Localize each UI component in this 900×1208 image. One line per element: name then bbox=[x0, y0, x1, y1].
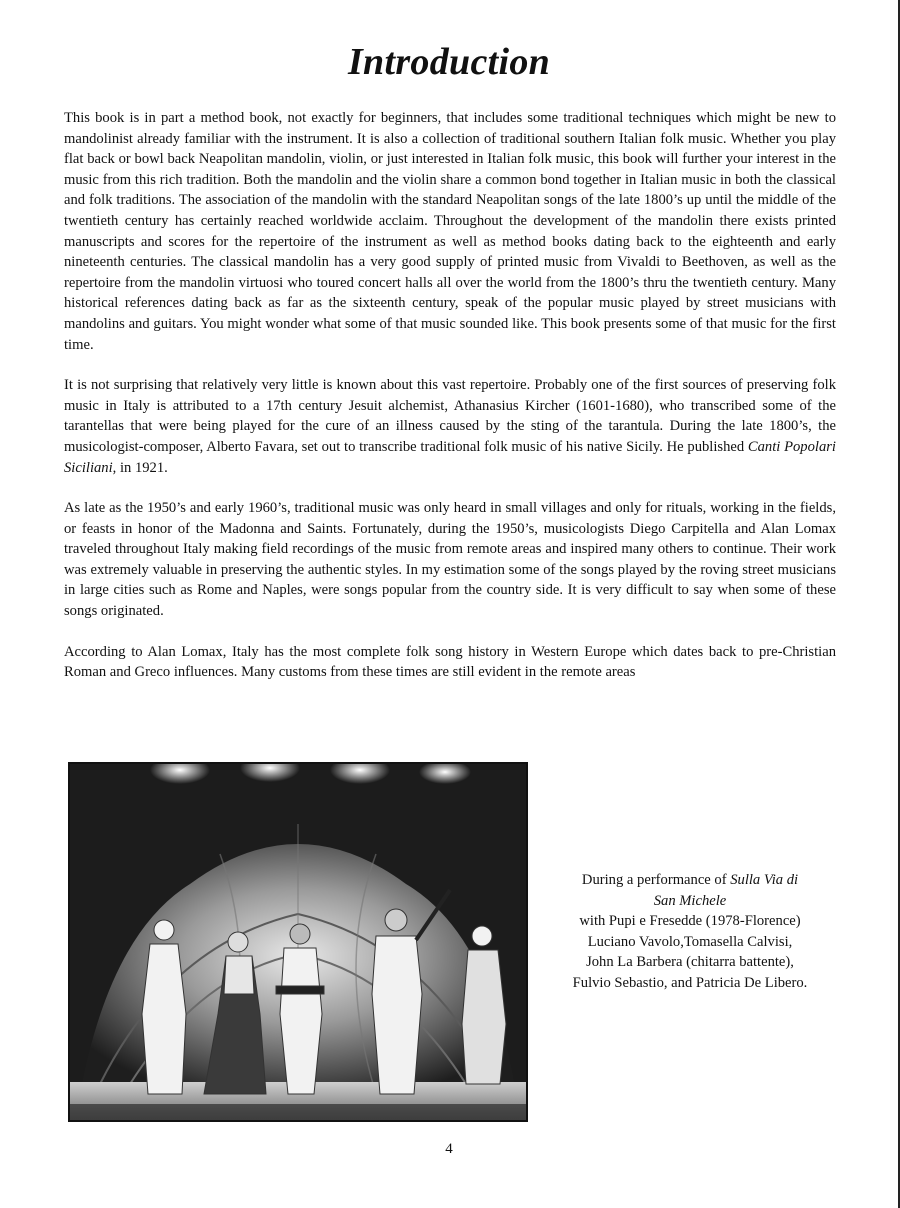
caption-title-line-2: San Michele bbox=[653, 892, 727, 909]
performance-photo bbox=[68, 762, 528, 1122]
paragraph-4: According to Alan Lomax, Italy has the most complete folk song history in Western Europe which dates back to pre-Christian Roman and Greco influences. Many customs from these times are still evident in the remote areas bbox=[64, 643, 836, 681]
paragraph-2-text-after: , in 1921. bbox=[112, 459, 168, 476]
paragraph-1: This book is in part a method book, not exactly for beginners, that includes some traditional techniques which might be new to mandolinist already familiar with the instrument. It is also a collection of traditional southern Italian folk music. Whether you play flat back or bowl back Neapolitan mandolin, violin, or just interested in Italian folk music, this book will further your interest in the music from this rich tradition. Both the mandolin and the violin share a common bond together in Italian music in both the classical and folk traditions. The association of the mandolin with the standard Neapolitan songs of the late 1800’s up until the middle of the twentieth century has certainly reached worldwide acclaim. Throughout the development of the mandolin there exists printed manuscripts and scores for the repertoire of the instrument as well as method books dating back to the eighteenth and early nineteenth centuries. The classical mandolin has a very good supply of printed music from Vivaldi to Beethoven, as well as the repertoire from the mandolin virtuosi who toured concert halls all over the world from the 1800’s thru the twentieth century. Many historical references dating back as far as the sixteenth century, speak of the popular music played by street musicians with mandolins and guitars. You might wonder what some of that music sounded like. This book presents some of that music for the first time. bbox=[64, 110, 836, 353]
caption-line-4: Luciano Vavolo,Tomasella Calvisi, bbox=[587, 933, 793, 950]
paragraph-2 bbox=[64, 375, 836, 478]
body-text bbox=[64, 108, 836, 703]
caption-prefix: During a performance of bbox=[581, 872, 731, 888]
caption-line-5: John La Barbera (chitarra battente), bbox=[586, 954, 794, 971]
page-number: 4 bbox=[445, 1141, 453, 1157]
caption-line-1 bbox=[540, 870, 840, 891]
photo-caption bbox=[540, 870, 840, 994]
paragraph-2-text-before: It is not surprising that relatively very little is known about this vast repertoire. Probably one of the first sources of preserving folk music in Italy is attributed to a 17th century Jesuit alchemist, Athanasius Kircher (1601-1680), who transcribed some of the tarantellas that were being played for the cure of an illness caused by the sting of the tarantula. During the late 1800’s, the musicologist-composer, Alberto Favara, set out to transcribe traditional folk music of his native Sicily. He published bbox=[64, 377, 836, 455]
paragraph-3: As late as the 1950’s and early 1960’s, traditional music was only heard in small villages and only for rituals, working in the fields, or feasts in honor of the Madonna and Saints. Fortunately, during the 1950’s, musicologists Diego Carpitella and Alan Lomax traveled throughout Italy making field recordings of the music from remote areas and inspired many others to continue. Their work was extremely valuable in preserving the authentic styles. In my estimation some of the songs played by the roving street musicians in large cities such as Rome and Naples, were songs popular from the country side. It is very difficult to say when some of these songs originated. bbox=[64, 500, 836, 620]
caption-title-line-1: Sulla Via di bbox=[730, 872, 799, 888]
caption-line-6: Fulvio Sebastio, and Patricia De Libero. bbox=[572, 974, 808, 991]
page-title: Introduction bbox=[347, 41, 551, 83]
caption-line-3: with Pupi e Fresedde (1978-Florence) bbox=[579, 913, 801, 930]
book-title-emphasis: Canti Popolari Siciliani bbox=[64, 438, 836, 476]
performance-photo-illustration bbox=[70, 764, 526, 1120]
